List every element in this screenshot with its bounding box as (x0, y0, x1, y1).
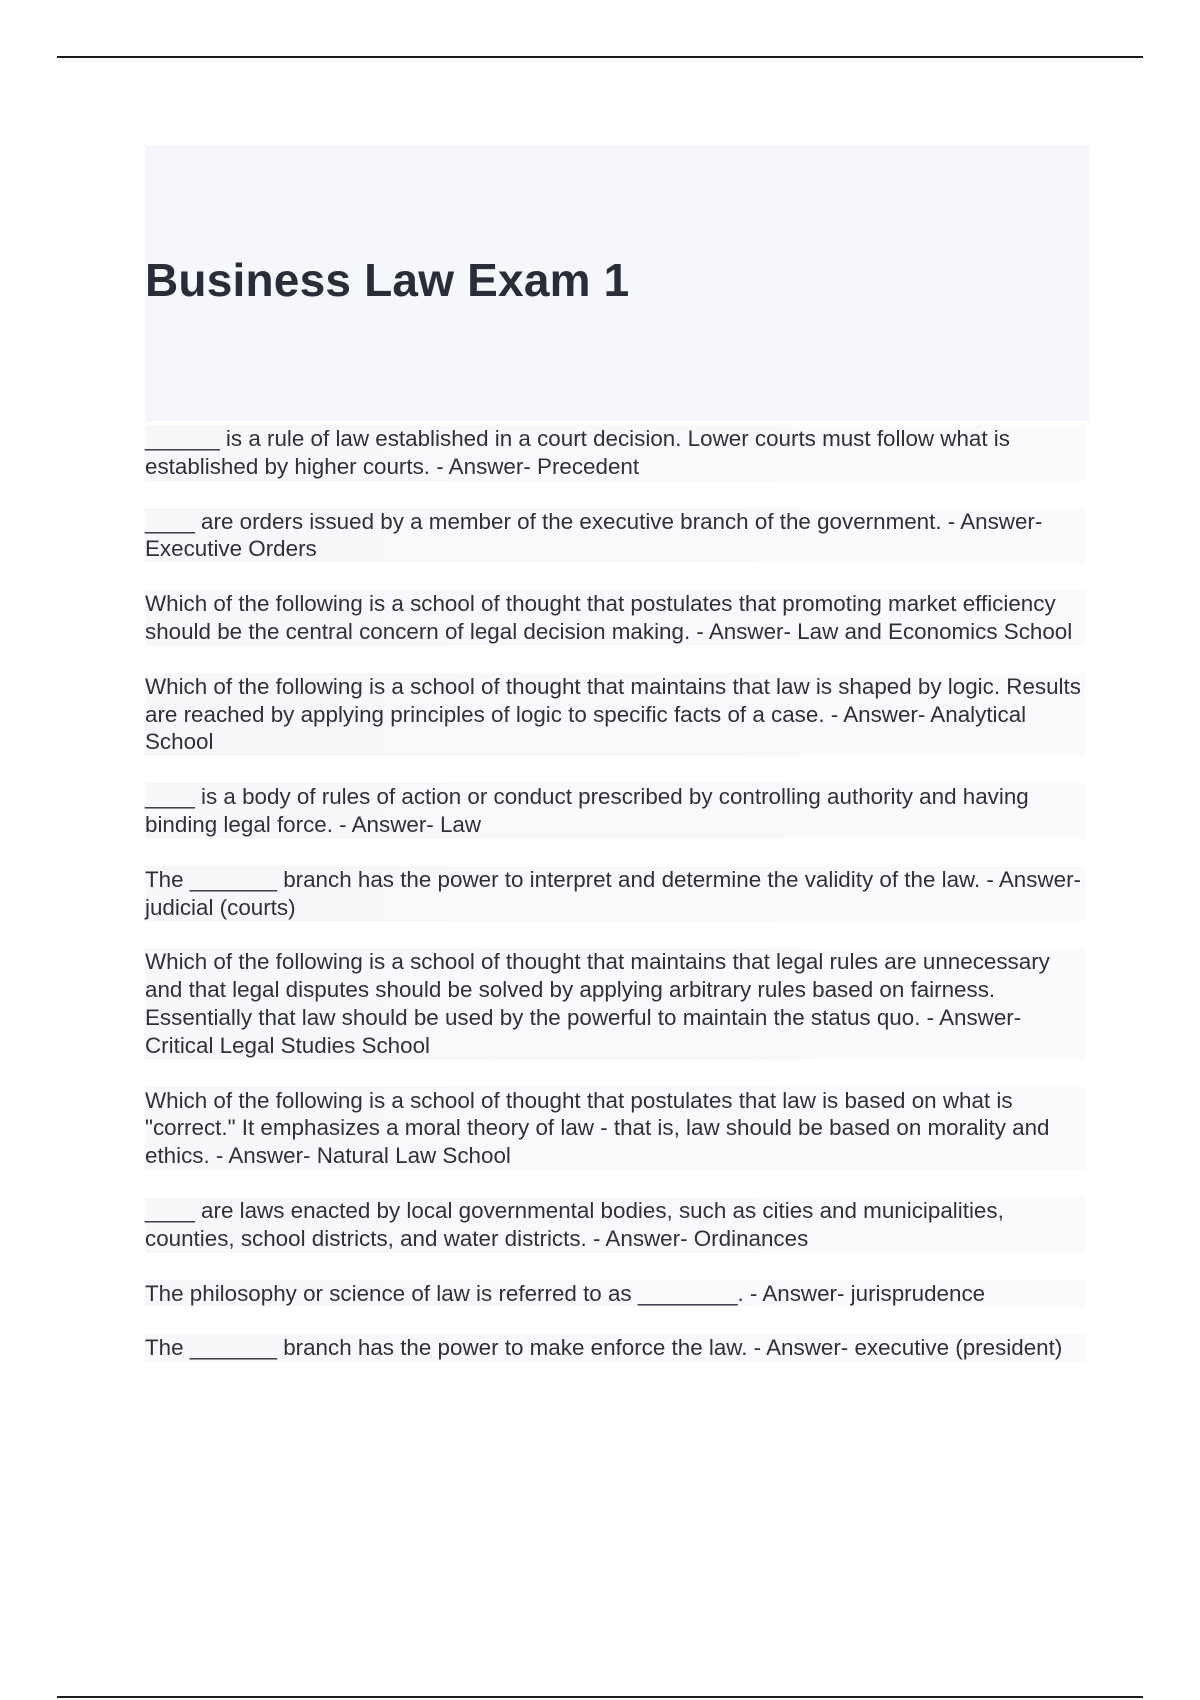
question-item-9: ____ are laws enacted by local governmental bodies, such as cities and municipalities, counties, school districts, and water districts. - Answer- Ordinances (145, 1197, 1085, 1253)
question-item-5: ____ is a body of rules of action or conduct prescribed by controlling authority and having binding legal force. - Answer- Law (145, 783, 1085, 839)
top-rule (57, 56, 1143, 58)
bottom-rule (57, 1696, 1143, 1698)
question-item-1: ______ is a rule of law established in a court decision. Lower courts must follow what is established by higher courts. - Answer- Precedent (145, 425, 1085, 481)
question-list (145, 425, 1085, 1389)
question-item-7: Which of the following is a school of thought that maintains that legal rules are unnecessary and that legal disputes should be solved by applying arbitrary rules based on fairness. Essentially that law should be used by the powerful to maintain the status quo. - Answer- Critical Legal Studies School (145, 948, 1085, 1059)
question-item-3: Which of the following is a school of thought that postulates that promoting market efficiency should be the central concern of legal decision making. - Answer- Law and Economics School (145, 590, 1085, 646)
question-item-4: Which of the following is a school of thought that maintains that law is shaped by logic. Results are reached by applying principles of logic to specific facts of a case. - Answer- Analytical School (145, 673, 1085, 756)
question-item-6: The _______ branch has the power to interpret and determine the validity of the law. - Answer- judicial (courts) (145, 866, 1085, 922)
question-item-10: The philosophy or science of law is referred to as ________. - Answer- jurisprudence (145, 1280, 1085, 1308)
title-banner (145, 145, 1089, 422)
question-item-11: The _______ branch has the power to make enforce the law. - Answer- executive (president) (145, 1334, 1085, 1362)
document-title: Business Law Exam 1 (145, 254, 630, 306)
question-item-8: Which of the following is a school of thought that postulates that law is based on what is "correct." It emphasizes a moral theory of law - that is, law should be based on morality and ethics. - Answer- Natural Law School (145, 1087, 1085, 1170)
question-item-2: ____ are orders issued by a member of the executive branch of the government. - Answer- Executive Orders (145, 508, 1085, 564)
